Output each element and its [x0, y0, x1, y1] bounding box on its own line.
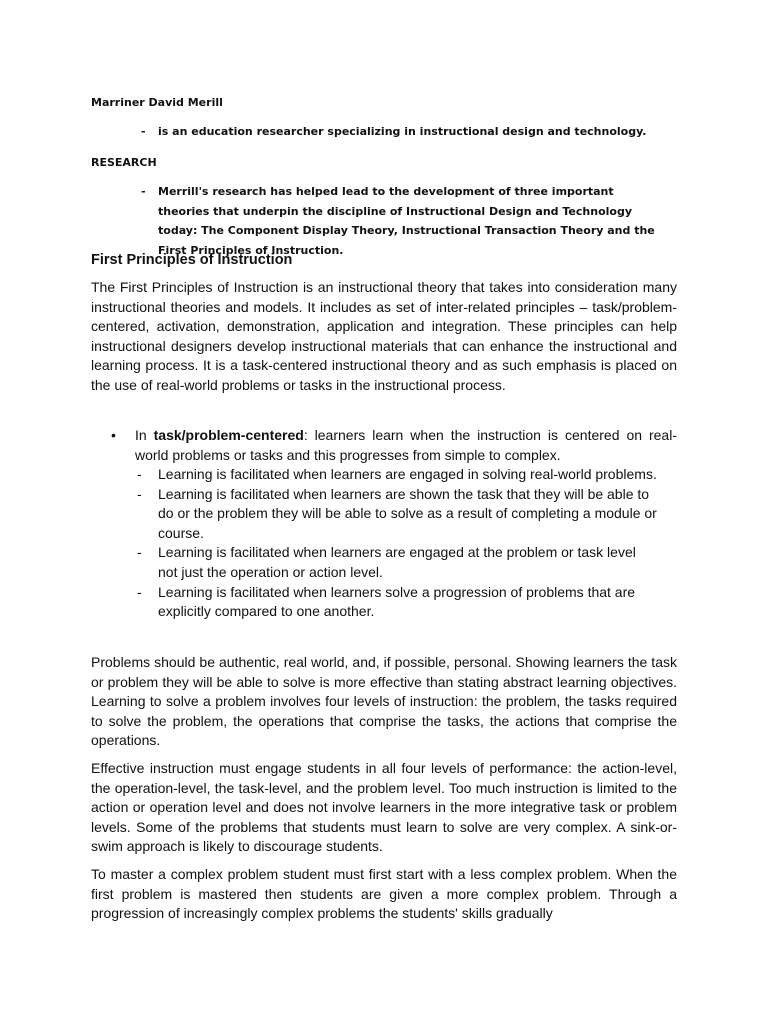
dash-marker: -: [137, 485, 142, 502]
bullet-prefix: In: [135, 427, 154, 443]
body-paragraph: To master a complex problem student must first start with a less complex problem. When the first problem is mastered then students are given a more complex problem. Through a progression of increasingly complex problems the students' skills gradually: [91, 866, 677, 922]
list-item-text: Learning is facilitated when learners are engaged at the problem or task level not just the operation or action level.: [158, 544, 636, 580]
dash-marker: -: [137, 544, 142, 561]
intro-paragraph: The First Principles of Instruction is an instructional theory that takes into consideration many instructional theories and models. It includes as set of inter-related principles – task/problem-centered, activation, demonstration, application and integration. These principles can help instructional designers develop instructional materials that can enhance the instructional and learning process. It is a task-centered instructional theory and as such emphasis is placed on the use of real-world problems or tasks in the instructional process.: [91, 279, 677, 393]
dash-marker: -: [137, 583, 142, 600]
list-item-text: Learning is facilitated when learners solve a progression of problems that are explicitly compared to one another.: [158, 583, 636, 620]
bullet-term: task/problem-centered: [153, 427, 304, 443]
list-item: [135, 465, 677, 485]
body-paragraph: Effective instruction must engage students in all four levels of performance: the action-level, the operation-level, the task-level, and the problem level. Too much instruction is limited to the action or operation level and does not involve learners in the more integrative task or problem levels. Some of the problems that students must learn to solve are very complex. A sink-or-swim approach is likely to discourage students.: [91, 760, 677, 855]
body-paragraph: Problems should be authentic, real world, and, if possible, personal. Showing learners the task or problem they will be able to solve is more effective than stating abstract learning objectives. Learning to solve a problem involves four levels of instruction: the problem, the tasks required to solve the problem, the operations that comprise the tasks, the actions that comprise the operations.: [91, 654, 677, 749]
dash-marker: -: [141, 125, 146, 138]
list-item: [135, 543, 677, 582]
list-item-text: Learning is facilitated when learners are engaged in solving real-world problems.: [158, 466, 657, 482]
list-item-text: Learning is facilitated when learners are shown the task that they will be able to do or the problem they will be able to solve as a result of completing a module or course.: [158, 485, 657, 541]
section-heading: First Principles of Instruction: [91, 252, 293, 268]
list-item: [135, 485, 677, 544]
dash-marker: -: [137, 466, 142, 482]
bullet-marker: •: [111, 427, 116, 443]
research-text: Merrill's research has helped lead to the development of three important theories that underpin the discipline of Instructional Design and Technology today: The Component Display Theory, Instructional Transaction Theory and the First Principles of Instruction.: [158, 185, 655, 257]
description-text: is an education researcher specializing in instructional design and technology.: [158, 125, 647, 138]
bullet-item: [135, 426, 677, 465]
list-item: [135, 583, 677, 622]
sub-list: [135, 465, 677, 622]
bullet-rest: : learners learn when the instruction is centered on real-world problems or tasks and this progresses from simple to complex.: [135, 427, 677, 463]
dash-marker: -: [141, 185, 146, 198]
research-label: RESEARCH: [91, 156, 157, 169]
author-name: Marriner David Merill: [91, 96, 223, 109]
